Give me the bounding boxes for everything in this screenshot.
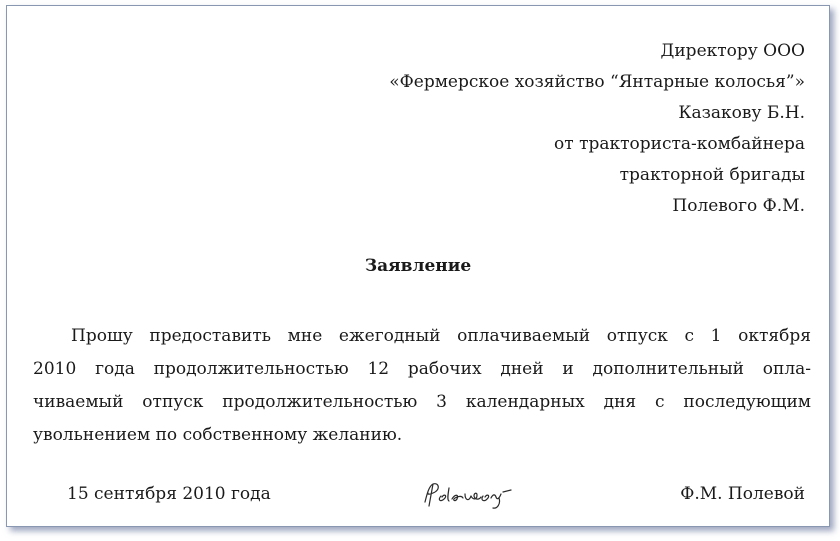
body-line: Прошу предоставить мне ежегодный оплачиваемый отпуск с 1 октября [71,326,811,346]
document-date: 15 сентября 2010 года [67,484,271,504]
sender-name: Полевого Ф.М. [672,196,805,216]
sender-position: от тракториста-комбайнера [554,134,805,154]
body-line: 2010 года продолжительностью 12 рабочих дней и дополнительный опла- [33,359,811,379]
addressee-block [389,36,805,222]
document-sheet [6,5,830,527]
addressee-name: Казакову Б.Н. [678,103,805,123]
statement-body [33,320,811,452]
handwritten-signature [419,476,519,516]
sender-department: тракторной бригады [619,165,805,185]
body-line: чиваемый отпуск продолжительностью 3 календарных дня с последующим [33,392,811,412]
signer-name: Ф.М. Полевой [680,484,805,504]
body-line: увольнением по собственному желанию. [33,425,403,445]
addressee-organization: «Фермерское хозяйство “Янтарные колосья”» [389,72,805,92]
signature-image [419,476,519,512]
document-title: Заявление [364,256,472,276]
addressee-position: Директору ООО [660,41,805,61]
